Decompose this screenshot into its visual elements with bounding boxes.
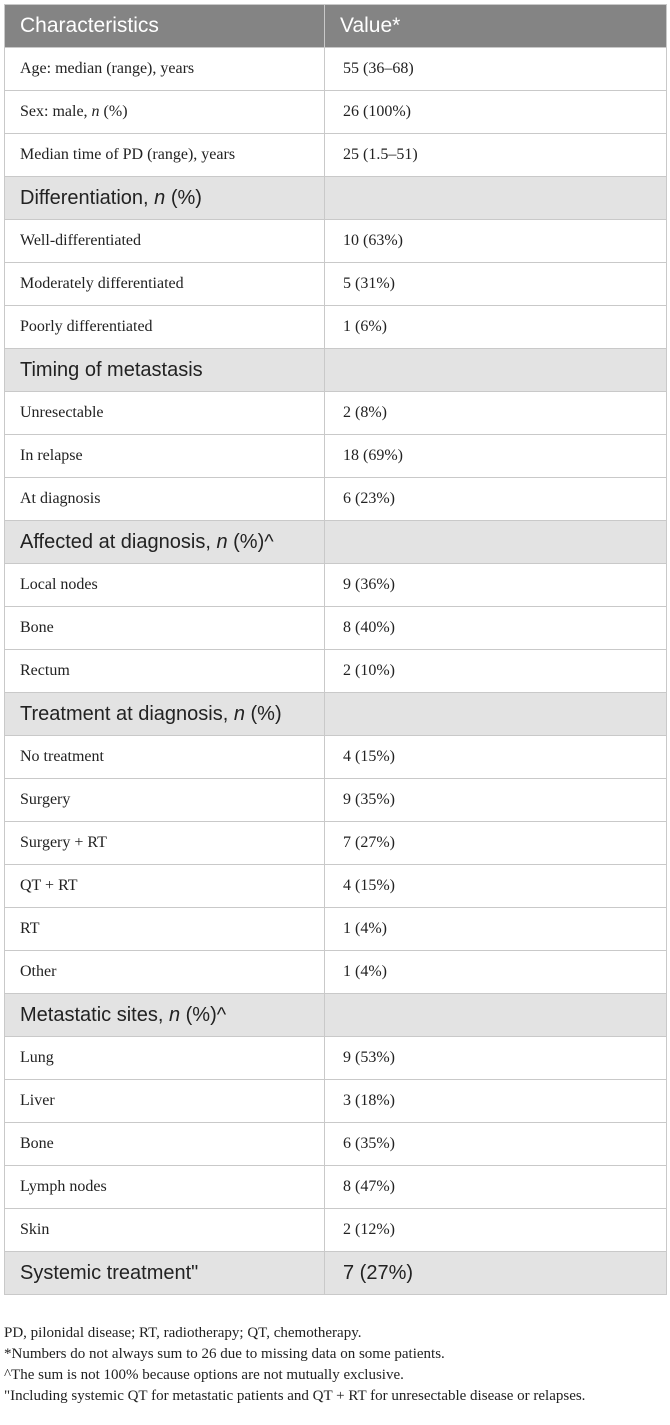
row-value: 2 (12%) (325, 1209, 667, 1252)
table-row (5, 91, 667, 134)
table-row (5, 48, 667, 91)
footnote-asterisk: *Numbers do not always sum to 26 due to missing data on some patients. (4, 1346, 445, 1362)
row-value: 3 (18%) (325, 1080, 667, 1123)
table-row (5, 1209, 667, 1252)
row-label: Surgery (5, 779, 325, 822)
section-row (5, 349, 667, 392)
row-label: Lymph nodes (5, 1166, 325, 1209)
section-label: Timing of metastasis (5, 349, 325, 392)
row-value: 8 (40%) (325, 607, 667, 650)
table-row (5, 736, 667, 779)
row-label: QT + RT (5, 865, 325, 908)
label-suffix: (%) (244, 702, 282, 725)
row-value: 7 (27%) (325, 1252, 667, 1295)
table-row (5, 822, 667, 865)
row-value: 2 (8%) (325, 392, 667, 435)
section-label: Systemic treatment" (5, 1252, 325, 1295)
label-suffix: (%)^ (227, 530, 274, 553)
row-value: 6 (23%) (325, 478, 667, 521)
row-label: Local nodes (5, 564, 325, 607)
label-italic-n: n (233, 702, 245, 725)
row-value: 55 (36–68) (325, 48, 667, 91)
row-value: 1 (6%) (325, 306, 667, 349)
row-value: 26 (100%) (325, 91, 667, 134)
table-row (5, 392, 667, 435)
characteristics-table (4, 4, 667, 1295)
label-italic-n: n (154, 186, 166, 209)
row-label: Poorly differentiated (5, 306, 325, 349)
row-label: In relapse (5, 435, 325, 478)
footnote-abbreviations: PD, pilonidal disease; RT, radiotherapy; QT, chemotherapy. (4, 1325, 362, 1341)
row-label: No treatment (5, 736, 325, 779)
table-row (5, 306, 667, 349)
header-characteristics: Characteristics (5, 5, 325, 48)
table-body (5, 48, 667, 1295)
row-value: 1 (4%) (325, 951, 667, 994)
table-row (5, 1166, 667, 1209)
table-row (5, 478, 667, 521)
row-label: Surgery + RT (5, 822, 325, 865)
header-value: Value* (325, 5, 667, 48)
row-value: 9 (53%) (325, 1037, 667, 1080)
table-row (5, 1123, 667, 1166)
table-row (5, 865, 667, 908)
label-text: Treatment at diagnosis, (20, 702, 234, 725)
section-label (5, 177, 325, 220)
table-row (5, 220, 667, 263)
row-value (325, 177, 667, 220)
row-value: 25 (1.5–51) (325, 134, 667, 177)
table-row (5, 779, 667, 822)
row-value (325, 349, 667, 392)
row-value: 4 (15%) (325, 865, 667, 908)
row-label: Moderately differentiated (5, 263, 325, 306)
table-header-row (5, 5, 667, 48)
row-label: Age: median (range), years (5, 48, 325, 91)
label-text: Affected at diagnosis, (20, 530, 217, 553)
row-label: Rectum (5, 650, 325, 693)
row-label: Bone (5, 1123, 325, 1166)
label-text: Metastatic sites, (20, 1003, 169, 1026)
row-value: 7 (27%) (325, 822, 667, 865)
row-label (5, 91, 325, 134)
table-row (5, 951, 667, 994)
table-row (5, 908, 667, 951)
section-label (5, 693, 325, 736)
row-label: Lung (5, 1037, 325, 1080)
row-label: RT (5, 908, 325, 951)
row-label: Unresectable (5, 392, 325, 435)
row-value: 6 (35%) (325, 1123, 667, 1166)
label-italic-n: n (168, 1003, 181, 1026)
table-row (5, 263, 667, 306)
label-text: Differentiation, (20, 186, 155, 209)
footnote-quote: "Including systemic QT for metastatic patients and QT + RT for unresectable disease or relapses. (4, 1388, 586, 1404)
row-value: 18 (69%) (325, 435, 667, 478)
section-row (5, 521, 667, 564)
row-label: Other (5, 951, 325, 994)
table-row (5, 1037, 667, 1080)
table-row (5, 435, 667, 478)
row-value: 2 (10%) (325, 650, 667, 693)
label-italic-n: n (91, 103, 100, 120)
row-label: Well-differentiated (5, 220, 325, 263)
row-value (325, 521, 667, 564)
table-row (5, 134, 667, 177)
section-row (5, 1252, 667, 1295)
section-label (5, 521, 325, 564)
row-label: Bone (5, 607, 325, 650)
section-label (5, 994, 325, 1037)
table-row (5, 1080, 667, 1123)
row-value: 9 (35%) (325, 779, 667, 822)
label-suffix: (%) (165, 186, 202, 209)
row-value: 1 (4%) (325, 908, 667, 951)
footnotes (4, 1323, 666, 1407)
row-label: Median time of PD (range), years (5, 134, 325, 177)
section-row (5, 994, 667, 1037)
row-value: 8 (47%) (325, 1166, 667, 1209)
label-suffix: (%)^ (180, 1003, 227, 1026)
row-value (325, 693, 667, 736)
row-value: 10 (63%) (325, 220, 667, 263)
table-row (5, 564, 667, 607)
label-text: Sex: male, (20, 103, 92, 120)
row-value: 4 (15%) (325, 736, 667, 779)
row-value: 9 (36%) (325, 564, 667, 607)
row-label: Skin (5, 1209, 325, 1252)
label-italic-n: n (216, 530, 228, 553)
table-row (5, 650, 667, 693)
table-row (5, 607, 667, 650)
characteristics-table-container (4, 4, 666, 1295)
row-label: At diagnosis (5, 478, 325, 521)
section-row (5, 177, 667, 220)
section-row (5, 693, 667, 736)
footnote-caret: ^The sum is not 100% because options are not mutually exclusive. (4, 1367, 404, 1383)
label-suffix: (%) (99, 103, 128, 120)
row-label: Liver (5, 1080, 325, 1123)
row-value: 5 (31%) (325, 263, 667, 306)
row-value (325, 994, 667, 1037)
